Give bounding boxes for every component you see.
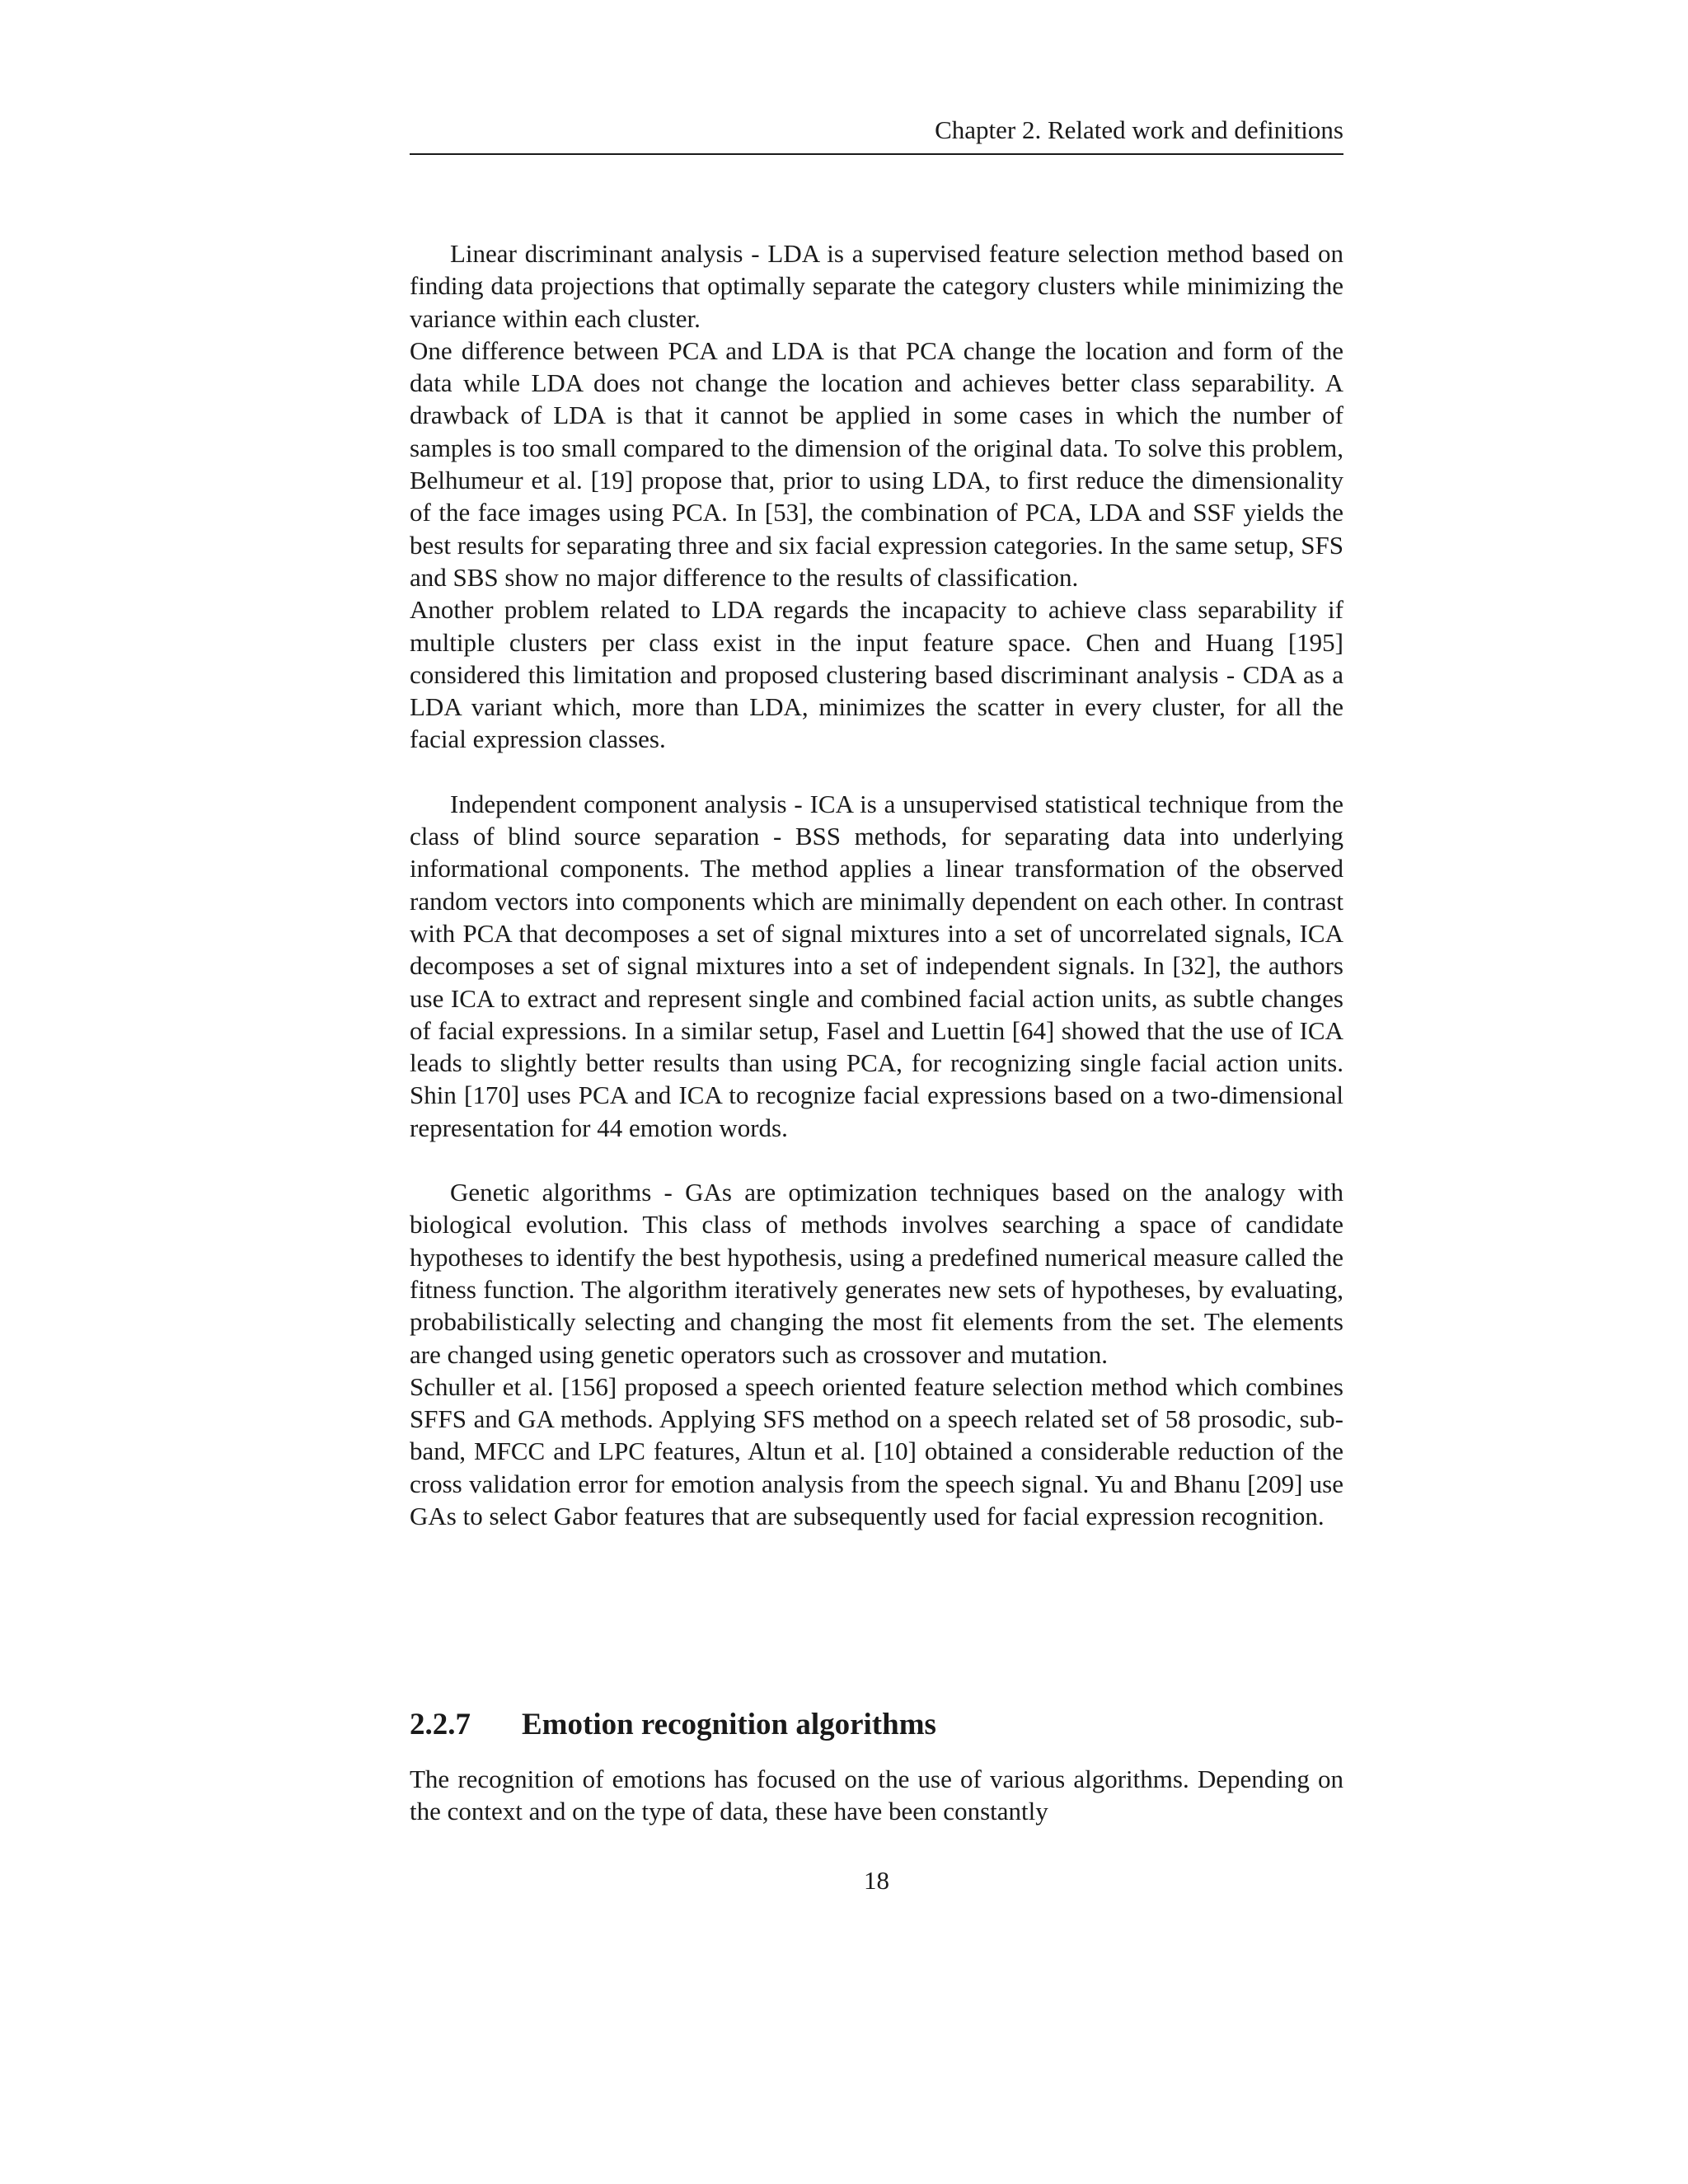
paragraph-genetic-algorithms: Genetic algorithms - GAs are optimization techniques based on the analogy with biological evolution. This class of methods involves searching a space of candidate hypotheses to identify the best hypothesis, using a predefined numerical measure called the fitness function. The algorithm iteratively generates new sets of hypotheses, by evaluating, probabilistically selecting and changing the most fit elements from the set. The elements are changed using genetic operators such as crossover and mutation. — [410, 1178, 1343, 1369]
section-title: Emotion recognition algorithms — [522, 1708, 936, 1741]
paragraph-ica: Independent component analysis - ICA is a unsupervised statistical technique from the class of blind source separation - BSS methods, for separating data into underlying informational components. The method applies a linear transformation of the observed random vectors into components which are minimally dependent on each other. In contrast with PCA that decomposes a set of signal mixtures into a set of uncorrelated signals, ICA decomposes a set of signal mixtures into a set of independent signals. In [32], the authors use ICA to extract and represent single and combined facial action units, as subtle changes of facial expressions. In a similar setup, Fasel and Luettin [64] showed that the use of ICA leads to slightly better results than using PCA, for recognizing single facial action units. Shin [170] uses PCA and ICA to recognize facial expressions based on a two-dimensional representation for 44 emotion words. — [410, 789, 1343, 1142]
section-body — [410, 1763, 1343, 1828]
section-heading — [410, 1704, 1343, 1746]
paragraph-lda-definition: Linear discriminant analysis - LDA is a supervised feature selection method based on finding data projections that optimally separate the category clusters while minimizing the variance within each cluster. — [410, 239, 1343, 333]
paragraph-pca-vs-lda: One difference between PCA and LDA is that PCA change the location and form of the data while LDA does not change the location and achieves better class separability. A drawback of LDA is that it cannot be applied in some cases in which the number of samples is too small compared to the dimension of the original data. To solve this problem, Belhumeur et al. [19] propose that, prior to using LDA, to first reduce the dimensionality of the face images using PCA. In [53], the combination of PCA, LDA and SSF yields the best results for separating three and six facial expression categories. In the same setup, SFS and SBS show no major difference to the results of classification. — [410, 335, 1343, 592]
paragraph-gap — [410, 756, 1343, 788]
paragraph-ga-applications: Schuller et al. [156] proposed a speech oriented feature selection method which combines SFFS and GA methods. Applying SFS method on a speech related set of 58 prosodic, sub-band, MFCC and LPC features, Altun et al. [10] obtained a considerable reduction of the cross validation error for emotion analysis from the speech signal. Yu and Bhanu [209] use GAs to select Gabor features that are subsequently used for facial expression recognition. — [410, 1371, 1343, 1530]
paragraph-gap — [410, 1144, 1343, 1176]
paragraph-lda-problem: Another problem related to LDA regards the incapacity to achieve class separability if multiple clusters per class exist in the input feature space. Chen and Huang [195] considered this limitation and proposed clustering based discriminant analysis - CDA as a LDA variant which, more than LDA, minimizes the scatter in every cluster, for all the facial expression classes. — [410, 595, 1343, 754]
running-header: Chapter 2. Related work and definitions — [935, 115, 1343, 144]
body-text — [410, 237, 1343, 1532]
page-number: 18 — [864, 1866, 889, 1895]
section-number: 2.2.7 — [410, 1708, 471, 1741]
document-page — [410, 0, 1343, 2184]
header-rule — [410, 153, 1343, 155]
paragraph-emotion-recognition: The recognition of emotions has focused on the use of various algorithms. Depending on the context and on the type of data, these have been constantly — [410, 1765, 1343, 1826]
